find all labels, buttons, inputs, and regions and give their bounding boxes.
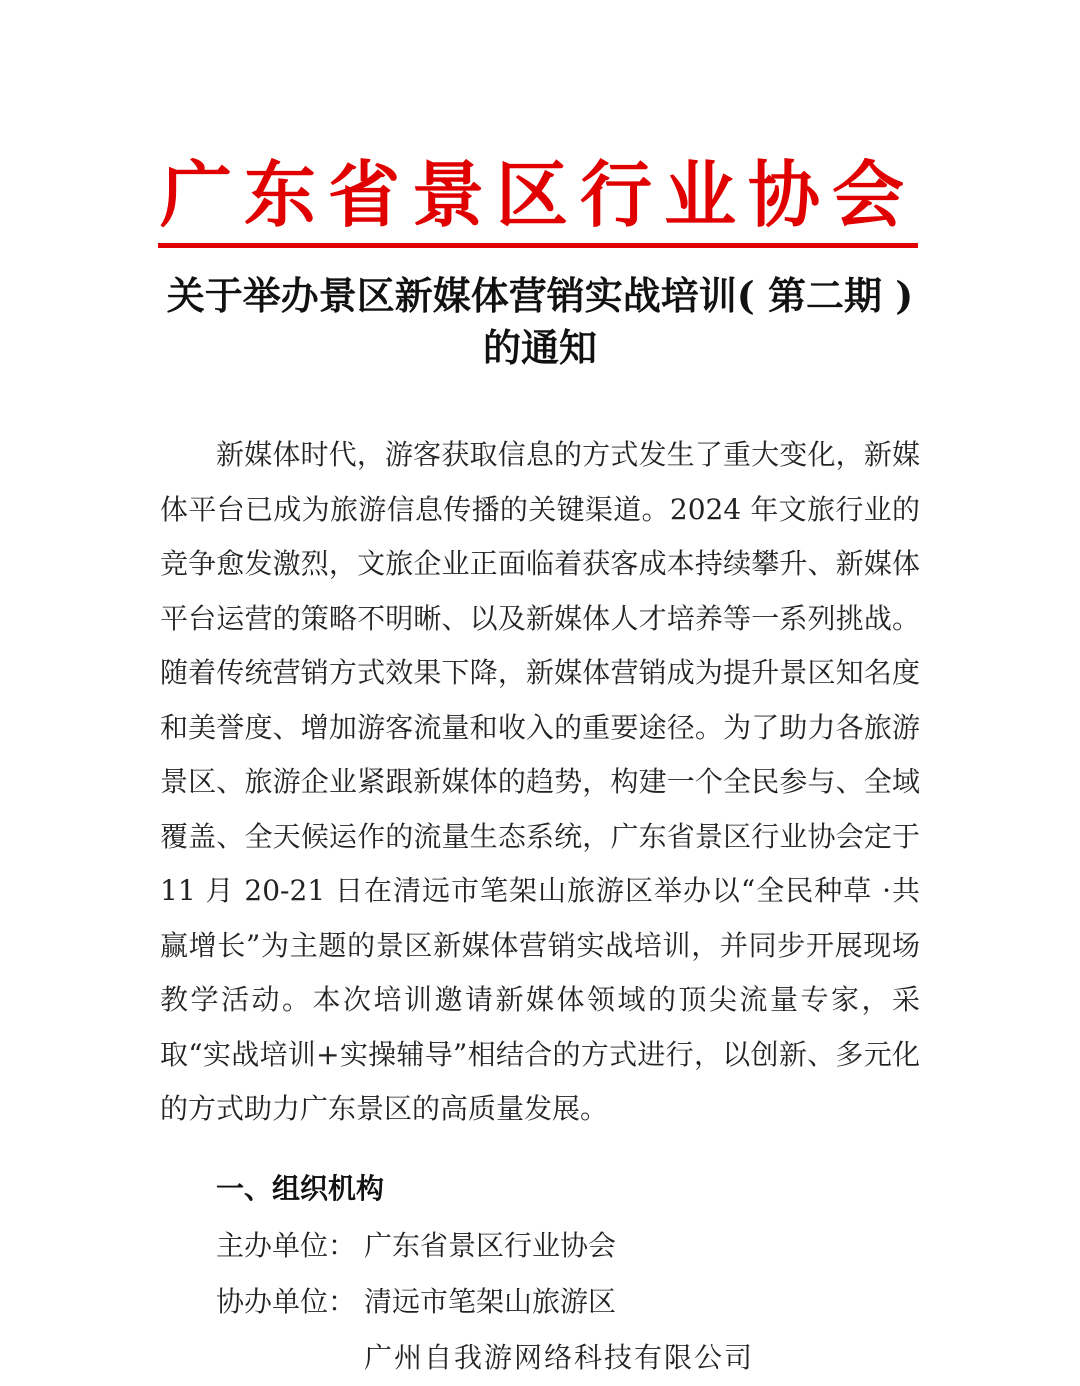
document-title-line-2: 的通知 (482, 325, 597, 370)
document-title (140, 270, 940, 374)
cohost-unit-value-1: 清远市笔架山旅游区 (364, 1285, 617, 1318)
cohost-unit-label: 协办单位： (216, 1285, 357, 1318)
host-unit-label: 主办单位： (216, 1229, 357, 1262)
cohost-unit-row (216, 1275, 616, 1329)
cohost-unit-value-2: 广州自我游网络科技有限公司 (364, 1341, 755, 1374)
document-title-line-1: 关于举办景区新媒体营销实战培训( 第二期 ) (166, 273, 914, 318)
organization-header: 广东省景区行业协会 (159, 152, 916, 237)
body-paragraph: 新媒体时代，游客获取信息的方式发生了重大变化，新媒体平台已成为旅游信息传播的关键渠道。2024 年文旅行业的竞争愈发激烈，文旅企业正面临着获客成本持续攀升、新媒体平台运营的策略不明晰、以及新媒体人才培养等一系列挑战。随着传统营销方式效果下降，新媒体营销成为提升景区知名度和美誉度、增加游客流量和收入的重要途径。为了助力各旅游景区、旅游企业紧跟新媒体的趋势，构建一个全民参与、全域覆盖、全天候运作的流量生态系统，广东省景区行业协会定于 11 月 20-21 日在清远市笔架山旅游区举办以“全民种草 ·共赢增长”为主题的景区新媒体营销实战培训，并同步开展现场教学活动。本次培训邀请新媒体领域的顶尖流量专家，采取“实战培训+实操辅导”相结合的方式进行，以创新、多元化的方式助力广东景区的高质量发展。 (160, 438, 920, 1125)
header-red-rule (158, 243, 918, 248)
section-heading-organization: 一、组织机构 (216, 1172, 385, 1205)
host-unit-row (216, 1219, 616, 1273)
host-unit-value: 广东省景区行业协会 (364, 1229, 617, 1262)
